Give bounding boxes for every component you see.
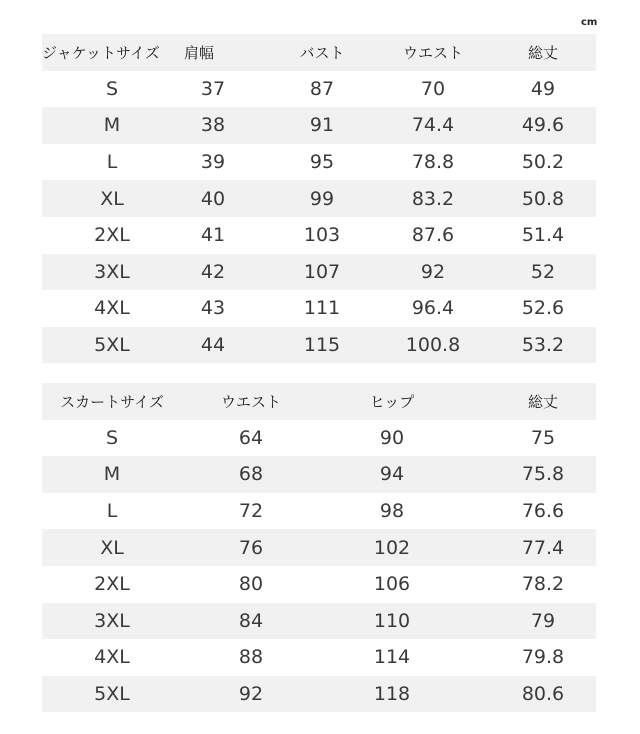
- skirt-cell: 80: [238, 573, 264, 596]
- jacket-cell: 107: [303, 260, 341, 283]
- jacket-table-row: [42, 217, 596, 254]
- skirt-cell: L: [106, 500, 118, 523]
- skirt-cell: 106: [373, 573, 411, 596]
- jacket-cell: 100.8: [405, 334, 461, 357]
- jacket-table-row: [42, 144, 596, 181]
- skirt-table-row: [42, 566, 596, 603]
- skirt-cell: 64: [238, 426, 264, 449]
- jacket-header-bust: バスト: [299, 43, 345, 62]
- jacket-size-table: [42, 34, 596, 363]
- jacket-header-shoulder: 肩幅: [184, 43, 215, 62]
- jacket-table-row: [42, 290, 596, 327]
- skirt-cell: 80.6: [521, 683, 565, 706]
- jacket-cell: 3XL: [94, 260, 130, 283]
- jacket-cell: 49: [530, 77, 556, 100]
- jacket-cell: 103: [303, 224, 341, 247]
- jacket-cell: 52.6: [521, 297, 565, 320]
- skirt-cell: 76.6: [521, 500, 565, 523]
- skirt-cell: 78.2: [521, 573, 565, 596]
- jacket-cell: 40: [200, 187, 226, 210]
- skirt-cell: 2XL: [94, 573, 130, 596]
- skirt-table-row: [42, 603, 596, 640]
- jacket-table-row: [42, 180, 596, 217]
- jacket-cell: 95: [309, 151, 335, 174]
- skirt-cell: 79.8: [521, 646, 565, 669]
- jacket-cell: XL: [100, 187, 124, 210]
- skirt-cell: 92: [238, 683, 264, 706]
- skirt-table-row: [42, 676, 596, 713]
- skirt-cell: 72: [238, 500, 264, 523]
- jacket-header-row: [42, 34, 596, 71]
- jacket-table-row: [42, 71, 596, 108]
- jacket-table-row: [42, 254, 596, 291]
- skirt-cell: 5XL: [94, 683, 130, 706]
- skirt-cell: 90: [379, 426, 405, 449]
- jacket-cell: M: [103, 114, 121, 137]
- skirt-cell: 3XL: [94, 609, 130, 632]
- skirt-cell: M: [103, 463, 121, 486]
- jacket-cell: 49.6: [521, 114, 565, 137]
- skirt-cell: 76: [238, 536, 264, 559]
- skirt-cell: XL: [100, 536, 124, 559]
- jacket-cell: L: [106, 151, 118, 174]
- skirt-cell: 4XL: [94, 646, 130, 669]
- jacket-cell: 52: [530, 260, 556, 283]
- jacket-cell: 44: [200, 334, 226, 357]
- skirt-cell: 84: [238, 609, 264, 632]
- jacket-cell: 78.8: [411, 151, 455, 174]
- skirt-cell: 118: [373, 683, 411, 706]
- skirt-header-hip: ヒップ: [369, 392, 415, 411]
- jacket-header-length: 総丈: [527, 43, 558, 62]
- jacket-cell: 99: [309, 187, 335, 210]
- jacket-header-size: ジャケットサイズ: [42, 43, 160, 62]
- jacket-cell: 96.4: [411, 297, 455, 320]
- jacket-cell: 91: [309, 114, 335, 137]
- skirt-cell: 88: [238, 646, 264, 669]
- jacket-cell: 115: [303, 334, 341, 357]
- jacket-cell: 43: [200, 297, 226, 320]
- jacket-cell: 42: [200, 260, 226, 283]
- unit-label: cm: [581, 17, 598, 28]
- skirt-cell: 75: [530, 426, 556, 449]
- jacket-cell: 51.4: [521, 224, 565, 247]
- jacket-cell: 4XL: [94, 297, 130, 320]
- skirt-cell: 102: [373, 536, 411, 559]
- jacket-cell: 74.4: [411, 114, 455, 137]
- skirt-table-row: [42, 529, 596, 566]
- skirt-size-table: [42, 383, 596, 712]
- jacket-table-row: [42, 327, 596, 364]
- jacket-header-waist: ウエスト: [402, 43, 463, 62]
- jacket-cell: 5XL: [94, 334, 130, 357]
- skirt-cell: 98: [379, 500, 405, 523]
- skirt-cell: 110: [373, 609, 411, 632]
- jacket-cell: 53.2: [521, 334, 565, 357]
- jacket-cell: 38: [200, 114, 226, 137]
- jacket-cell: 37: [200, 77, 226, 100]
- jacket-cell: 111: [303, 297, 341, 320]
- skirt-cell: S: [105, 426, 119, 449]
- skirt-table-row: [42, 639, 596, 676]
- jacket-cell: 92: [420, 260, 446, 283]
- skirt-cell: 94: [379, 463, 405, 486]
- skirt-cell: 79: [530, 609, 556, 632]
- jacket-cell: 41: [200, 224, 226, 247]
- skirt-header-waist: ウエスト: [220, 392, 281, 411]
- skirt-header-size: スカートサイズ: [60, 392, 164, 411]
- jacket-cell: 87: [309, 77, 335, 100]
- skirt-table-row: [42, 420, 596, 457]
- jacket-cell: 83.2: [411, 187, 455, 210]
- jacket-cell: 50.2: [521, 151, 565, 174]
- jacket-cell: S: [105, 77, 119, 100]
- skirt-header-row: [42, 383, 596, 420]
- jacket-cell: 87.6: [411, 224, 455, 247]
- skirt-cell: 75.8: [521, 463, 565, 486]
- skirt-table-row: [42, 456, 596, 493]
- skirt-cell: 114: [373, 646, 411, 669]
- jacket-cell: 39: [200, 151, 226, 174]
- skirt-table-row: [42, 493, 596, 530]
- skirt-cell: 68: [238, 463, 264, 486]
- jacket-cell: 70: [420, 77, 446, 100]
- jacket-cell: 50.8: [521, 187, 565, 210]
- skirt-header-length: 総丈: [527, 392, 558, 411]
- jacket-table-row: [42, 107, 596, 144]
- jacket-cell: 2XL: [94, 224, 130, 247]
- skirt-cell: 77.4: [521, 536, 565, 559]
